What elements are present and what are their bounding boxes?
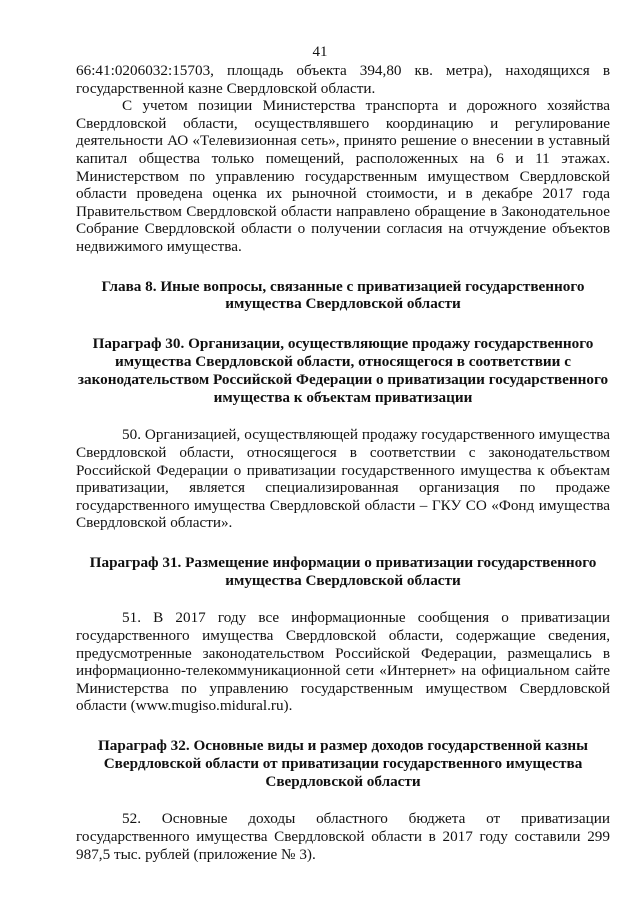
- spacer: [76, 313, 610, 335]
- spacer: [76, 256, 610, 278]
- section-31-heading: Параграф 31. Размещение информации о приватизации государственного имущества Свердловской области: [89, 553, 597, 589]
- spacer: [76, 532, 610, 554]
- spacer: [76, 406, 610, 426]
- document-body: [76, 62, 610, 863]
- spacer: [76, 715, 610, 737]
- intro-continuation: 66:41:0206032:15703, площадь объекта 394,80 кв. метра), находящихся в государственной казне Свердловской области.: [76, 62, 610, 97]
- page-number: 41: [312, 44, 328, 60]
- section-30-heading: Параграф 30. Организации, осуществляющие продажу государственного имущества Свердловской области, относящегося в соответствии с законодательством Российской Федерации о приватизации государственного имущества к объектам приватизации: [77, 335, 609, 406]
- paragraph-51: 51. В 2017 году все информационные сообщения о приватизации государственного имущества Свердловской области, содержащие сведения, предусмотренные законодательством Российской Федерации, размещались в информационно-телекоммуникационной сети «Интернет» на официальном сайте Министерства по управлению государственным имуществом Свердловской области (www.mugiso.midural.ru).: [76, 609, 610, 715]
- section-32-heading: Параграф 32. Основные виды и размер доходов государственной казны Свердловской области от приватизации государственного имущества Свердловской области: [97, 737, 589, 790]
- spacer: [76, 589, 610, 609]
- paragraph-52: 52. Основные доходы областного бюджета от приватизации государственного имущества Свердловской области в 2017 году составили 299 987,5 тыс. рублей (приложение № 3).: [76, 810, 610, 863]
- paragraph-50: 50. Организацией, осуществляющей продажу государственного имущества Свердловской области, относящегося в соответствии с законодательством Российской Федерации о приватизации государственного имущества к объектам приватизации, является специализированная организация по продаже государственного имущества Свердловской области – ГКУ СО «Фонд имущества Свердловской области».: [76, 426, 610, 532]
- spacer: [76, 790, 610, 810]
- chapter-8-heading: Глава 8. Иные вопросы, связанные с приватизацией государственного имущества Свердловской области: [101, 277, 585, 313]
- intro-paragraph: С учетом позиции Министерства транспорта и дорожного хозяйства Свердловской области, осуществлявшего координацию и регулирование деятельности АО «Телевизионная сеть», принято решение о внесении в уставный капитал общества только помещений, расположенных на 6 и 11 этажах. Министерством по управлению государственным имуществом Свердловской области проведена оценка их рыночной стоимости, и в декабре 2017 года Правительством Свердловской области направлено обращение в Законодательное Собрание Свердловской области о получении согласия на отчуждение объектов недвижимого имущества.: [76, 97, 610, 255]
